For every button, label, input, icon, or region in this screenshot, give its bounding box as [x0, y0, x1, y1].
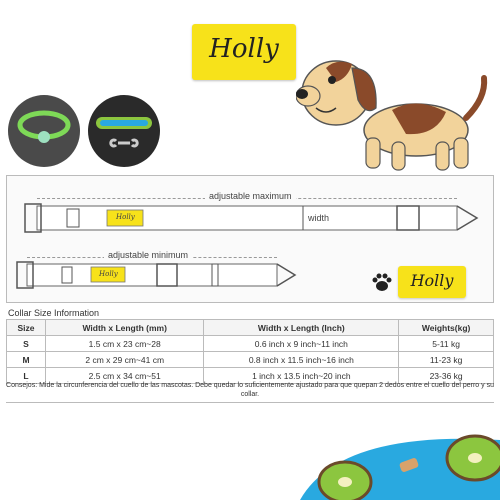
size-cell: M	[7, 352, 46, 368]
header-weights: Weights(kg)	[399, 320, 494, 336]
inch-cell: 0.8 inch x 11.5 inch~16 inch	[204, 352, 399, 368]
paw-print-icon	[370, 270, 394, 294]
holly-small-tag	[398, 266, 466, 298]
holly-small-tag-text: Holly	[410, 271, 454, 290]
mm-cell: 2 cm x 29 cm~41 cm	[45, 352, 203, 368]
weight-cell: 5-11 kg	[399, 336, 494, 352]
collar-photo-circle-light	[8, 95, 80, 167]
adjustable-minimum-label: adjustable minimum	[104, 250, 192, 260]
table-header-row	[7, 320, 494, 336]
collar-tag-text-min: Holly	[99, 270, 118, 278]
adjustable-maximum-label: adjustable maximum	[205, 191, 296, 201]
header-width-length-mm: Width x Length (mm)	[45, 320, 203, 336]
table-row	[7, 336, 494, 352]
header-size: Size	[7, 320, 46, 336]
holly-name-tag	[192, 24, 296, 80]
collar-photo-circle-dark	[88, 95, 160, 167]
collar-tag-text-max: Holly	[116, 213, 135, 221]
cartoon-dog-illustration	[296, 38, 496, 178]
weight-cell: 23-36 kg	[399, 368, 494, 384]
mm-cell: 2.5 cm x 34 cm~51	[45, 368, 203, 384]
inch-cell: 0.6 inch x 9 inch~11 inch	[204, 336, 399, 352]
sizing-tip: Consejos: Mide la circunferencia del cuello de las mascotas. Debe quedar lo suficientemente ajustado para que quepan 2 dedos entre el cuello del perro y su collar.	[6, 381, 494, 403]
mm-cell: 1.5 cm x 23 cm~28	[45, 336, 203, 352]
holly-tag-text: Holly	[209, 34, 279, 64]
weight-cell: 11-23 kg	[399, 352, 494, 368]
header-width-length-inch: Width x Length (Inch)	[204, 320, 399, 336]
collar-size-table	[6, 319, 494, 384]
width-label: width	[308, 213, 330, 223]
table-row	[7, 352, 494, 368]
kiwi-pattern-collar	[300, 420, 500, 500]
table-caption: Collar Size Information	[8, 308, 100, 318]
inch-cell: 1 inch x 13.5 inch~20 inch	[204, 368, 399, 384]
size-cell: S	[7, 336, 46, 352]
size-cell: L	[7, 368, 46, 384]
